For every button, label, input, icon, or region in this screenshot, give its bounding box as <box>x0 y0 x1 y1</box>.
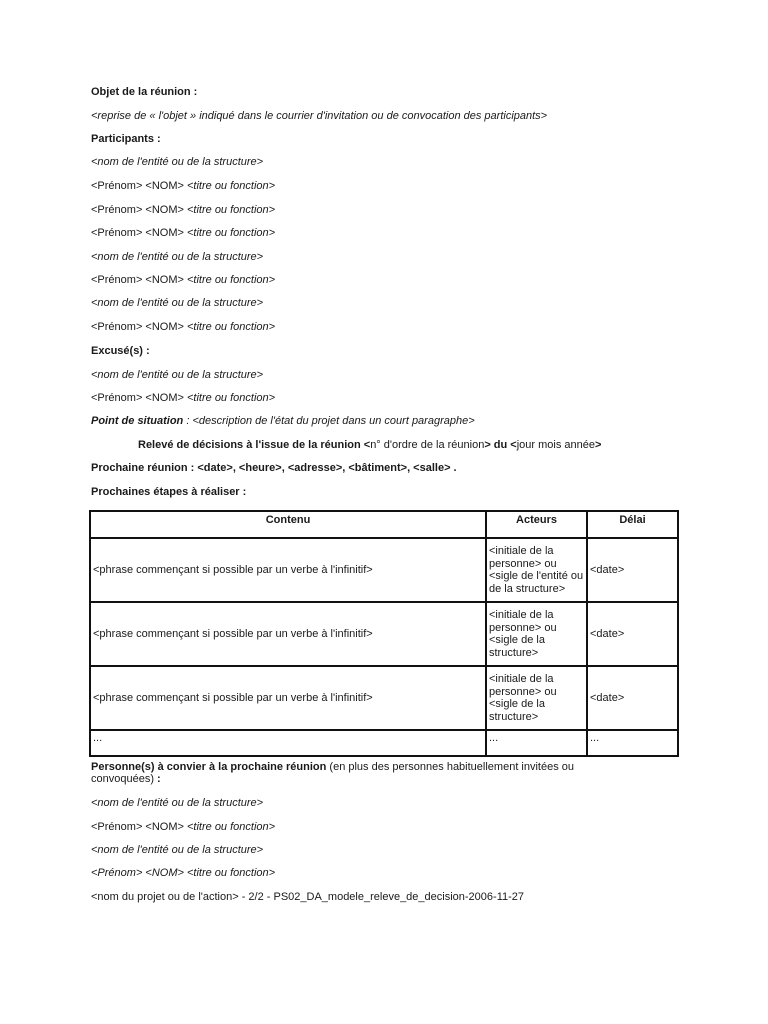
document-footer: <nom du projet ou de l'action> - 2/2 - PS02_DA_modele_releve_de_decision-2006-11-27 <box>91 891 525 903</box>
cell-content: <phrase commençant si possible par un verbe à l'infinitif> <box>90 538 486 602</box>
column-header-contenu: Contenu <box>90 511 486 538</box>
next-steps-table <box>89 510 679 757</box>
participant-line: <nom de l'entité ou de la structure> <box>91 297 264 309</box>
invitees-heading: Personne(s) à convier à la prochaine réunion (en plus des personnes habituellement invitées ou <box>91 761 575 773</box>
cell-deadline: <date> <box>587 602 678 666</box>
invitees-heading-cont: convoquées) : <box>91 773 161 785</box>
table-header-row <box>90 511 678 538</box>
status-point-value: : <description de l'état du projet dans un court paragraphe> <box>183 415 475 427</box>
invitee-line: <nom de l'entité ou de la structure> <box>91 797 264 809</box>
cell-actors: <initiale de la personne> ou <sigle de la structure> <box>486 602 587 666</box>
status-point <box>91 415 475 428</box>
participant-line: <Prénom> <NOM> <titre ou fonction> <box>91 204 276 216</box>
cell-content: <phrase commençant si possible par un verbe à l'infinitif> <box>90 666 486 730</box>
meeting-subject-label: Objet de la réunion : <box>91 86 198 98</box>
invitees-label: Personne(s) à convier à la prochaine réunion <box>91 761 327 773</box>
excused-label: Excusé(s) : <box>91 345 150 357</box>
column-header-delai: Délai <box>587 511 678 538</box>
decisions-heading: Relevé de décisions à l'issue de la réunion <n° d'ordre de la réunion> du <jour mois année> <box>138 439 602 451</box>
invitee-line: <nom de l'entité ou de la structure> <box>91 844 264 856</box>
cell-content: ... <box>90 730 486 756</box>
cell-content: <phrase commençant si possible par un verbe à l'infinitif> <box>90 602 486 666</box>
cell-deadline: ... <box>587 730 678 756</box>
next-steps-label: Prochaines étapes à réaliser : <box>91 486 247 498</box>
participant-line: <nom de l'entité ou de la structure> <box>91 156 264 168</box>
participant-line: <Prénom> <NOM> <titre ou fonction> <box>91 274 276 286</box>
excused-line: <nom de l'entité ou de la structure> <box>91 369 264 381</box>
cell-actors: <initiale de la personne> ou <sigle de la structure> <box>486 666 587 730</box>
participant-line: <Prénom> <NOM> <titre ou fonction> <box>91 321 276 333</box>
cell-deadline: <date> <box>587 538 678 602</box>
status-point-label: Point de situation <box>91 415 184 427</box>
next-meeting: Prochaine réunion : <date>, <heure>, <adresse>, <bâtiment>, <salle> . <box>91 462 457 474</box>
cell-actors: <initiale de la personne> ou <sigle de l'entité ou de la structure> <box>486 538 587 602</box>
cell-deadline: <date> <box>587 666 678 730</box>
participant-line: <Prénom> <NOM> <titre ou fonction> <box>91 180 276 192</box>
column-header-acteurs: Acteurs <box>486 511 587 538</box>
table-row <box>90 538 678 602</box>
table-row <box>90 602 678 666</box>
table-row <box>90 730 678 756</box>
invitee-line: <Prénom> <NOM> <titre ou fonction> <box>91 821 276 833</box>
cell-actors: ... <box>486 730 587 756</box>
meeting-subject-value: <reprise de « l'objet » indiqué dans le courrier d'invitation ou de convocation des participants> <box>91 110 548 122</box>
participant-line: <nom de l'entité ou de la structure> <box>91 251 264 263</box>
table-row <box>90 666 678 730</box>
excused-line: <Prénom> <NOM> <titre ou fonction> <box>91 392 276 404</box>
participants-label: Participants : <box>91 133 161 145</box>
participant-line: <Prénom> <NOM> <titre ou fonction> <box>91 227 276 239</box>
invitee-line: <Prénom> <NOM> <titre ou fonction> <box>91 867 276 879</box>
